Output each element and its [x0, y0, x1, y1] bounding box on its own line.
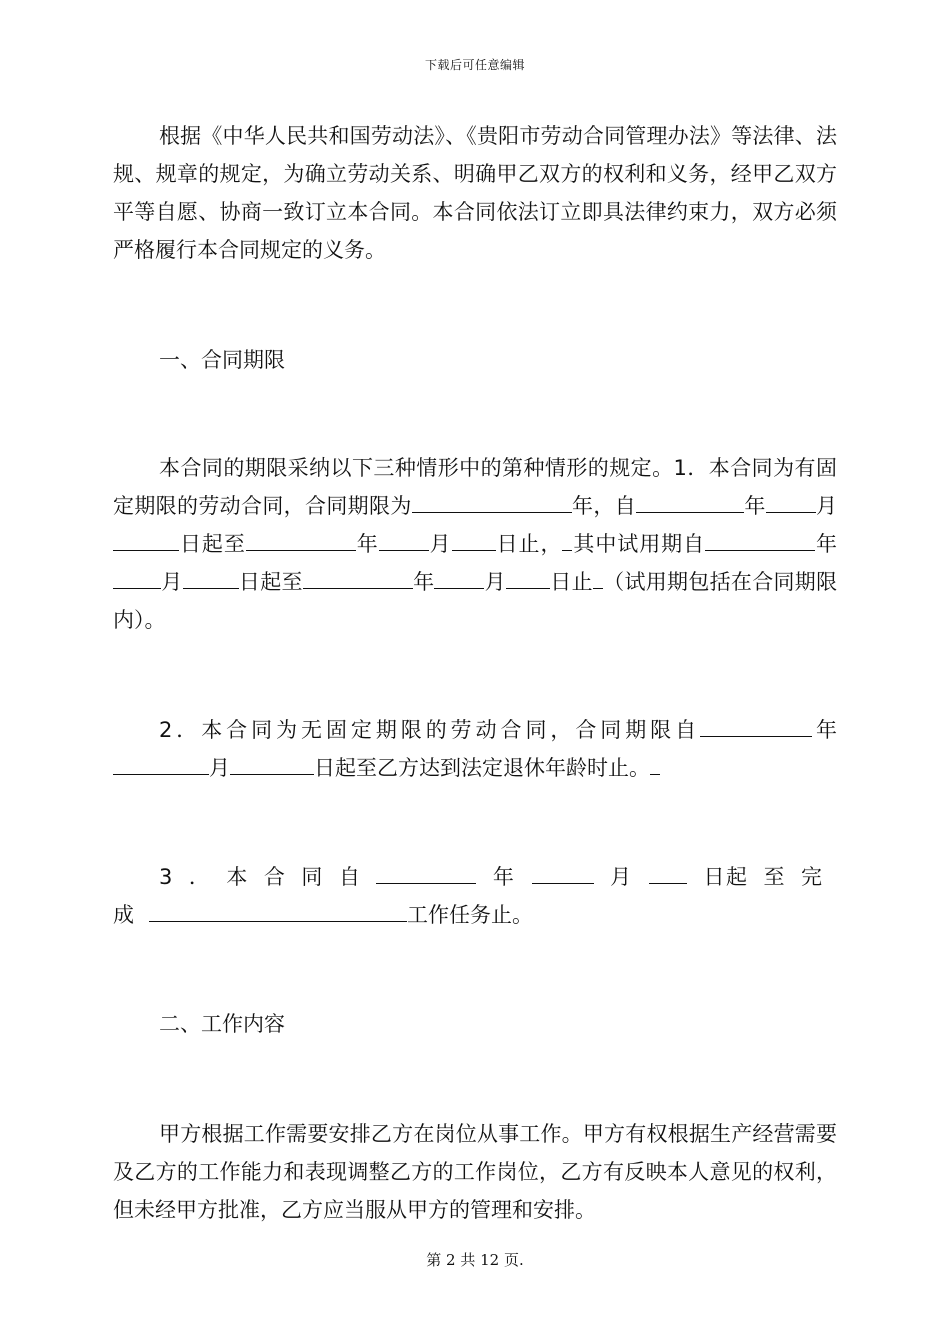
blank-field — [149, 897, 407, 922]
probation-note: （试用期包括在合同期限内）。 — [113, 570, 838, 632]
to-label: 起至 — [260, 570, 303, 594]
year-label: 年 — [815, 532, 838, 556]
blank-field — [434, 564, 484, 589]
month-label: 月 — [484, 570, 506, 594]
term-text: 2．本合同为无固定期限的劳动合同，合同期限自 — [159, 718, 701, 742]
year-label: 年 — [571, 494, 594, 518]
blank-field — [113, 750, 209, 775]
blank-field — [705, 526, 815, 551]
blank-field — [113, 526, 179, 551]
blank-field — [379, 526, 429, 551]
to-label: 起至完成 — [113, 865, 837, 927]
day-label: 日 — [703, 865, 726, 889]
day-label: 日 — [314, 756, 335, 780]
year-label: 年 — [492, 865, 516, 889]
year-label: 年 — [812, 718, 838, 742]
day-label: 日 — [495, 532, 519, 556]
section-1-title: 一、合同期限 — [159, 348, 285, 372]
page-footer: 第 2 共 12 页. — [426, 1251, 524, 1269]
blank-field — [650, 750, 660, 775]
probation-label: 其中试用期自 — [572, 532, 706, 556]
term-text: 工作任务止。 — [407, 903, 533, 927]
month-label: 月 — [161, 570, 183, 594]
header-note: 下载后可任意编辑 — [424, 58, 525, 72]
month-label: 月 — [610, 865, 633, 889]
year-label: 年 — [355, 532, 379, 556]
stop-label: 止 — [571, 570, 593, 594]
term-paragraph-3 — [113, 858, 837, 934]
blank-field — [593, 564, 603, 589]
blank-field — [376, 859, 476, 884]
year-label: 年 — [412, 570, 435, 594]
to-label: 起至 — [201, 532, 246, 556]
term-text: 3．本合同自 — [159, 865, 377, 889]
blank-field — [113, 564, 161, 589]
blank-field — [412, 488, 572, 513]
term-paragraph-2 — [113, 711, 837, 787]
term-paragraph-1 — [113, 449, 837, 639]
year-label: 年 — [744, 494, 766, 518]
blank-field — [532, 859, 594, 884]
blank-field — [766, 488, 816, 513]
term-text: 本合同的期限采纳以下三种情形中的第种情形的规定。1．本合同为有固定期限的劳动合同，合同期限为 — [113, 456, 837, 518]
intro-paragraph: 根据《中华人民共和国劳动法》、《贵阳市劳动合同管理办法》等法律、法规、规章的规定，为确立劳动关系、明确甲乙双方的权利和义务，经甲乙双方平等自愿、协商一致订立本合同。本合同依法订立即具法律约束力，双方必须严格履行本合同规定的义务。 — [113, 124, 837, 262]
month-label: 月 — [815, 494, 838, 518]
blank-field — [562, 526, 572, 551]
blank-field — [230, 750, 314, 775]
day-label: 日 — [238, 570, 261, 594]
blank-field — [183, 564, 239, 589]
from-label: ，自 — [593, 494, 637, 518]
work-content-paragraph: 甲方根据工作需要安排乙方在岗位从事工作。甲方有权根据生产经营需要及乙方的工作能力和表现调整乙方的工作岗位，乙方有反映本人意见的权利，但未经甲方批准，乙方应当服从甲方的管理和安排。 — [113, 1122, 837, 1222]
blank-field — [649, 859, 687, 884]
blank-field — [636, 488, 744, 513]
month-label: 月 — [209, 756, 230, 780]
section-2-title: 二、工作内容 — [159, 1012, 285, 1036]
blank-field — [506, 564, 550, 589]
blank-field — [452, 526, 496, 551]
end-label: 止， — [518, 532, 563, 556]
blank-field — [246, 526, 356, 551]
month-label: 月 — [428, 532, 452, 556]
day-label: 日 — [179, 532, 202, 556]
blank-field — [700, 712, 812, 737]
blank-field — [303, 564, 413, 589]
term-text: 起至乙方达到法定退休年龄时止。 — [335, 756, 650, 780]
day-label: 日 — [549, 570, 572, 594]
